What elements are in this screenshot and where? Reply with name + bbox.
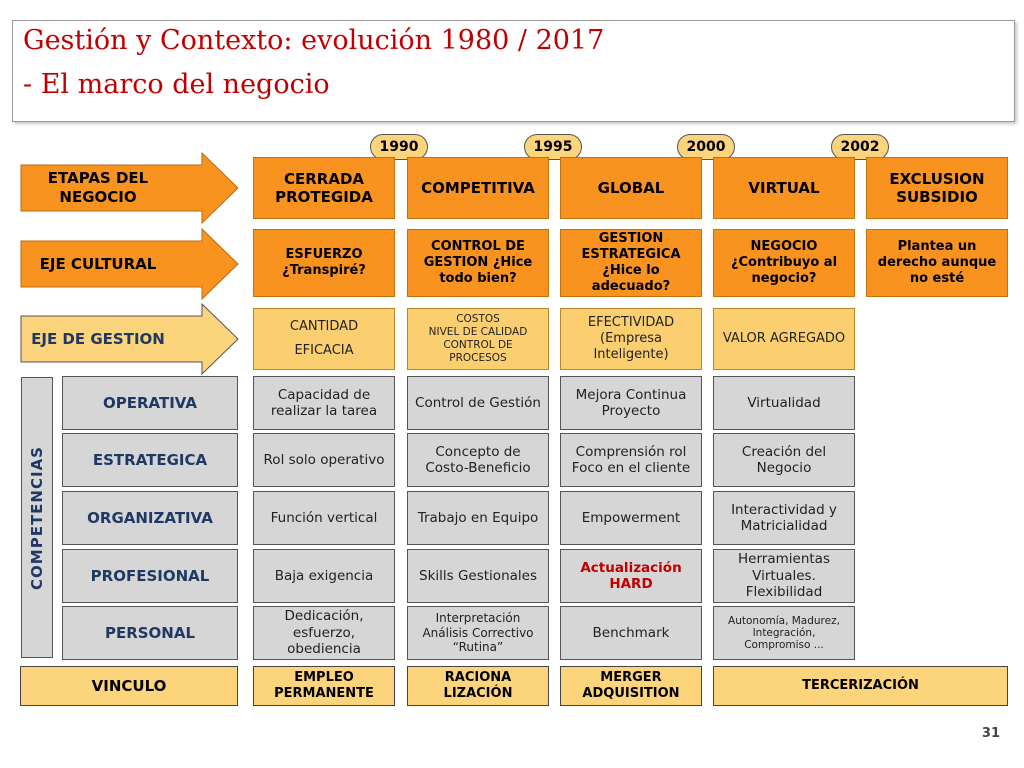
gestion-label: EJE DE GESTION — [31, 329, 165, 348]
gestion-cantidad: CANTIDAD — [289, 319, 359, 335]
gestion-nivel-calidad: NIVEL DE CALIDAD — [428, 325, 528, 338]
competencias-group — [21, 377, 53, 658]
cell-profesional-1995: Skills Gestionales — [407, 549, 549, 603]
cultural-gestion-estrategica: GESTION ESTRATEGICA ¿Hice lo adecuado? — [560, 229, 702, 297]
cultural-esfuerzo: ESFUERZO ¿Transpiré? — [253, 229, 395, 297]
cell-estrategica-1995: Concepto de Costo-Beneficio — [407, 433, 549, 487]
title-line-2: - El marco del negocio — [23, 69, 330, 100]
vinculo-empleo-permanente: EMPLEO PERMANENTE — [253, 666, 395, 706]
gestion-efectividad: EFECTIVIDAD (Empresa Inteligente) — [560, 308, 702, 370]
gestion-control-procesos: CONTROL DE PROCESOS — [443, 339, 513, 365]
competencia-estrategica: ESTRATEGICA — [62, 433, 238, 487]
vinculo-tercerizacion: TERCERIZACIÓN — [713, 666, 1008, 706]
cell-organizativa-2002: Interactividad y Matricialidad — [713, 491, 855, 545]
page-number: 31 — [981, 726, 1000, 741]
vinculo-label: VINCULO — [20, 666, 238, 706]
cell-operativa-1995: Control de Gestión — [407, 376, 549, 430]
year-badge-2002: 2002 — [831, 134, 889, 160]
cell-estrategica-2002: Creación del Negocio — [713, 433, 855, 487]
etapas-label: ETAPAS DEL NEGOCIO — [47, 169, 149, 206]
title-line-1: Gestión y Contexto: evolución 1980 / 2017 — [23, 25, 605, 56]
cultural-negocio: NEGOCIO ¿Contribuyo al negocio? — [713, 229, 855, 297]
competencia-organizativa: ORGANIZATIVA — [62, 491, 238, 545]
gestion-valor-agregado: VALOR AGREGADO — [713, 308, 855, 370]
year-badge-1995: 1995 — [524, 134, 582, 160]
cell-organizativa-1995: Trabajo en Equipo — [407, 491, 549, 545]
competencias-label: COMPETENCIAS — [28, 445, 46, 590]
etapa-global: GLOBAL — [560, 157, 702, 219]
cell-personal-1990: Dedicación, esfuerzo, obediencia — [253, 606, 395, 660]
gestion-cantidad-eficacia — [253, 308, 395, 370]
cell-personal-1995: Interpretación Análisis Correctivo “Rutina” — [407, 606, 549, 660]
cell-estrategica-2000: Comprensión rol Foco en el cliente — [560, 433, 702, 487]
gestion-costos-calidad — [407, 308, 549, 370]
year-badge-1990: 1990 — [370, 134, 428, 160]
cell-personal-2002: Autonomía, Madurez, Integración, Compromiso ... — [713, 606, 855, 660]
cell-organizativa-2000: Empowerment — [560, 491, 702, 545]
vinculo-racionalizacion: RACIONA LIZACIÓN — [407, 666, 549, 706]
cell-personal-2000: Benchmark — [560, 606, 702, 660]
competencia-operativa: OPERATIVA — [62, 376, 238, 430]
etapa-cerrada-protegida: CERRADA PROTEGIDA — [253, 157, 395, 219]
etapa-virtual: VIRTUAL — [713, 157, 855, 219]
gestion-costos: COSTOS — [456, 312, 500, 325]
cultural-control-gestion: CONTROL DE GESTION ¿Hice todo bien? — [407, 229, 549, 297]
cell-operativa-2002: Virtualidad — [713, 376, 855, 430]
cell-profesional-2002: Herramientas Virtuales. Flexibilidad — [713, 549, 855, 603]
competencia-personal: PERSONAL — [62, 606, 238, 660]
cell-operativa-2000: Mejora Continua Proyecto — [560, 376, 702, 430]
etapa-competitiva: COMPETITIVA — [407, 157, 549, 219]
cultural-label: EJE CULTURAL — [39, 254, 157, 273]
gestion-eficacia: EFICACIA — [294, 343, 354, 358]
competencia-profesional: PROFESIONAL — [62, 549, 238, 603]
title-box — [12, 20, 1015, 122]
cell-profesional-1990: Baja exigencia — [253, 549, 395, 603]
cell-profesional-2000: Actualización HARD — [560, 549, 702, 603]
cell-estrategica-1990: Rol solo operativo — [253, 433, 395, 487]
cell-organizativa-1990: Función vertical — [253, 491, 395, 545]
cultural-derecho: Plantea un derecho aunque no esté — [866, 229, 1008, 297]
cell-operativa-1990: Capacidad de realizar la tarea — [253, 376, 395, 430]
etapa-exclusion-subsidio: EXCLUSION SUBSIDIO — [866, 157, 1008, 219]
year-badge-2000: 2000 — [677, 134, 735, 160]
vinculo-merger-adquisition: MERGER ADQUISITION — [560, 666, 702, 706]
